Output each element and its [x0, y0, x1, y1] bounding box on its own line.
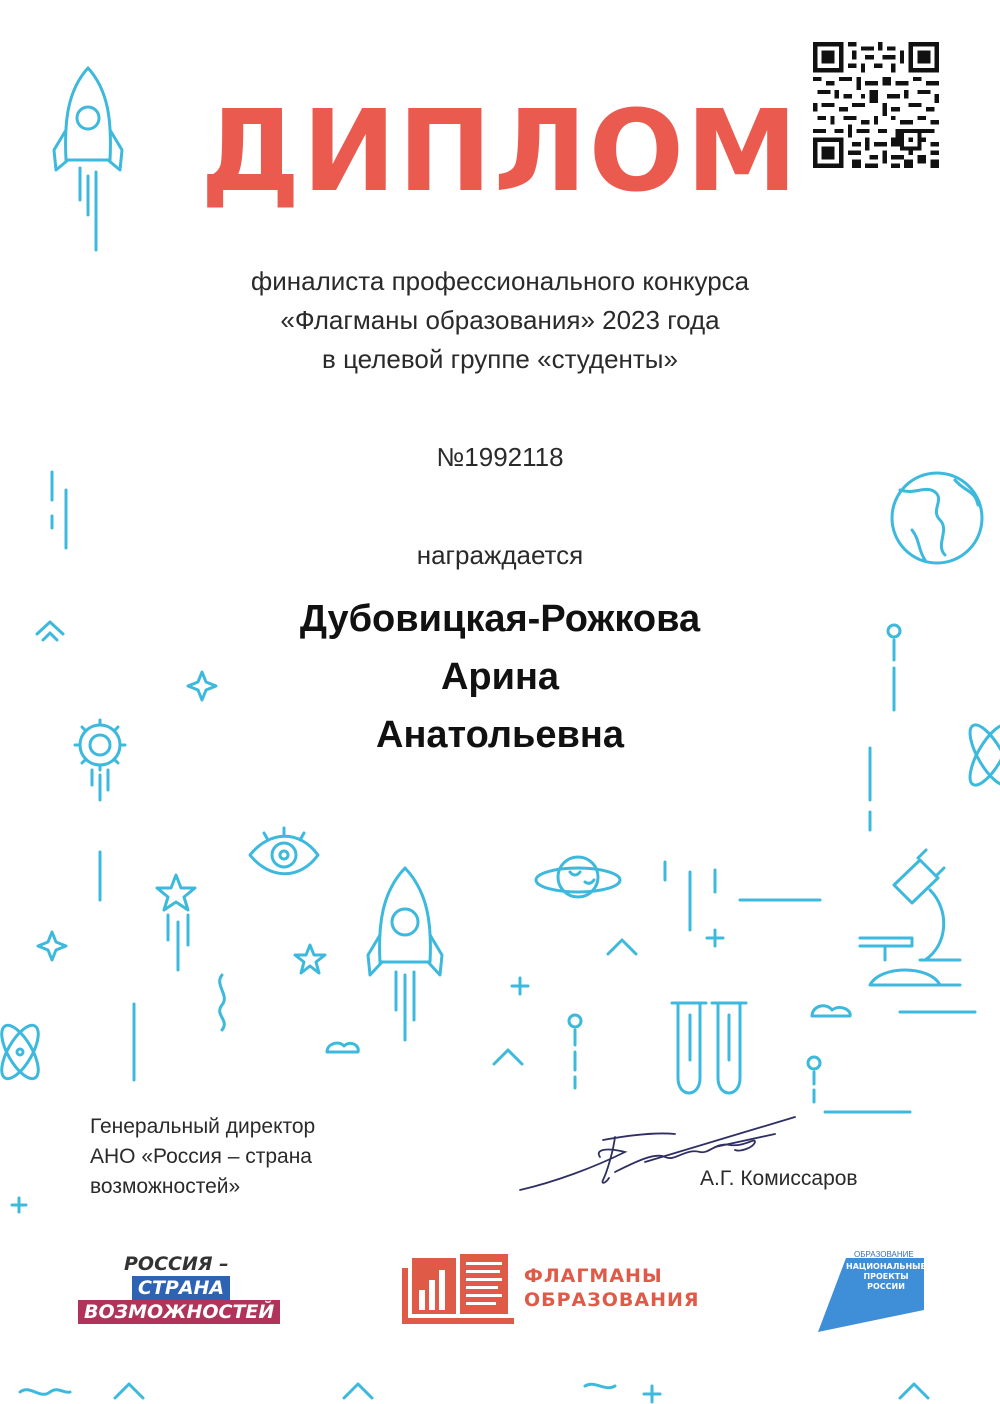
recipient-name — [150, 590, 850, 764]
awarded-text: награждается — [416, 540, 584, 570]
globe-icon — [892, 473, 982, 563]
gear-icon — [75, 720, 125, 800]
logo-text: ОБРАЗОВАНИЯ — [524, 1289, 700, 1311]
russia-land-of-opportunity-logo — [78, 1250, 278, 1330]
cloud-icon — [812, 1006, 850, 1016]
cloud-icon — [327, 1043, 358, 1052]
atom-icon — [0, 1020, 45, 1084]
recipient-patronymic: Анатольевна — [376, 714, 624, 756]
logo-text: ВОЗМОЖНОСТЕЙ — [78, 1300, 280, 1324]
signer-name: А.Г. Комиссаров — [700, 1167, 858, 1190]
signer-position-line: АНО «Россия – страна — [90, 1145, 312, 1168]
atom-icon — [963, 720, 1000, 791]
logo-text: СТРАНА — [132, 1276, 230, 1300]
signer-position — [90, 1112, 390, 1202]
open-book-icon — [402, 1250, 517, 1326]
logo-text: НАЦИОНАЛЬНЫЕ ПРОЕКТЫ РОССИИ — [846, 1262, 926, 1291]
test-tubes-icon — [672, 1003, 746, 1093]
recipient-first-name: Арина — [440, 656, 560, 698]
flagships-of-education-logo — [402, 1250, 702, 1330]
star-icon — [157, 875, 195, 910]
flagships-logo-text — [524, 1264, 700, 1312]
sparkle-icon — [38, 932, 66, 960]
subtitle-line: «Флагманы образования» 2023 года — [280, 305, 720, 335]
rocket-icon — [368, 868, 442, 1040]
signer-position-line: возможностей» — [90, 1175, 241, 1198]
logo-text: ОБРАЗОВАНИЕ — [854, 1250, 914, 1259]
logo-text: ФЛАГМАНЫ — [524, 1265, 663, 1287]
star-icon — [295, 945, 325, 973]
microscope-icon — [860, 850, 960, 985]
national-projects-education-logo — [812, 1240, 932, 1340]
diploma-subtitle — [150, 262, 850, 379]
subtitle-line: в целевой группе «студенты» — [322, 344, 678, 374]
planet-icon — [536, 857, 620, 897]
subtitle-line: финалиста профессионального конкурса — [250, 266, 750, 296]
signer-position-line: Генеральный директор — [90, 1115, 316, 1138]
logo-text: РОССИЯ – — [124, 1253, 229, 1275]
eye-icon — [250, 828, 318, 874]
recipient-surname: Дубовицкая-Рожкова — [299, 598, 701, 640]
diploma-title: ДИПЛОМ — [200, 87, 800, 217]
diploma-number: №1992118 — [436, 442, 564, 472]
